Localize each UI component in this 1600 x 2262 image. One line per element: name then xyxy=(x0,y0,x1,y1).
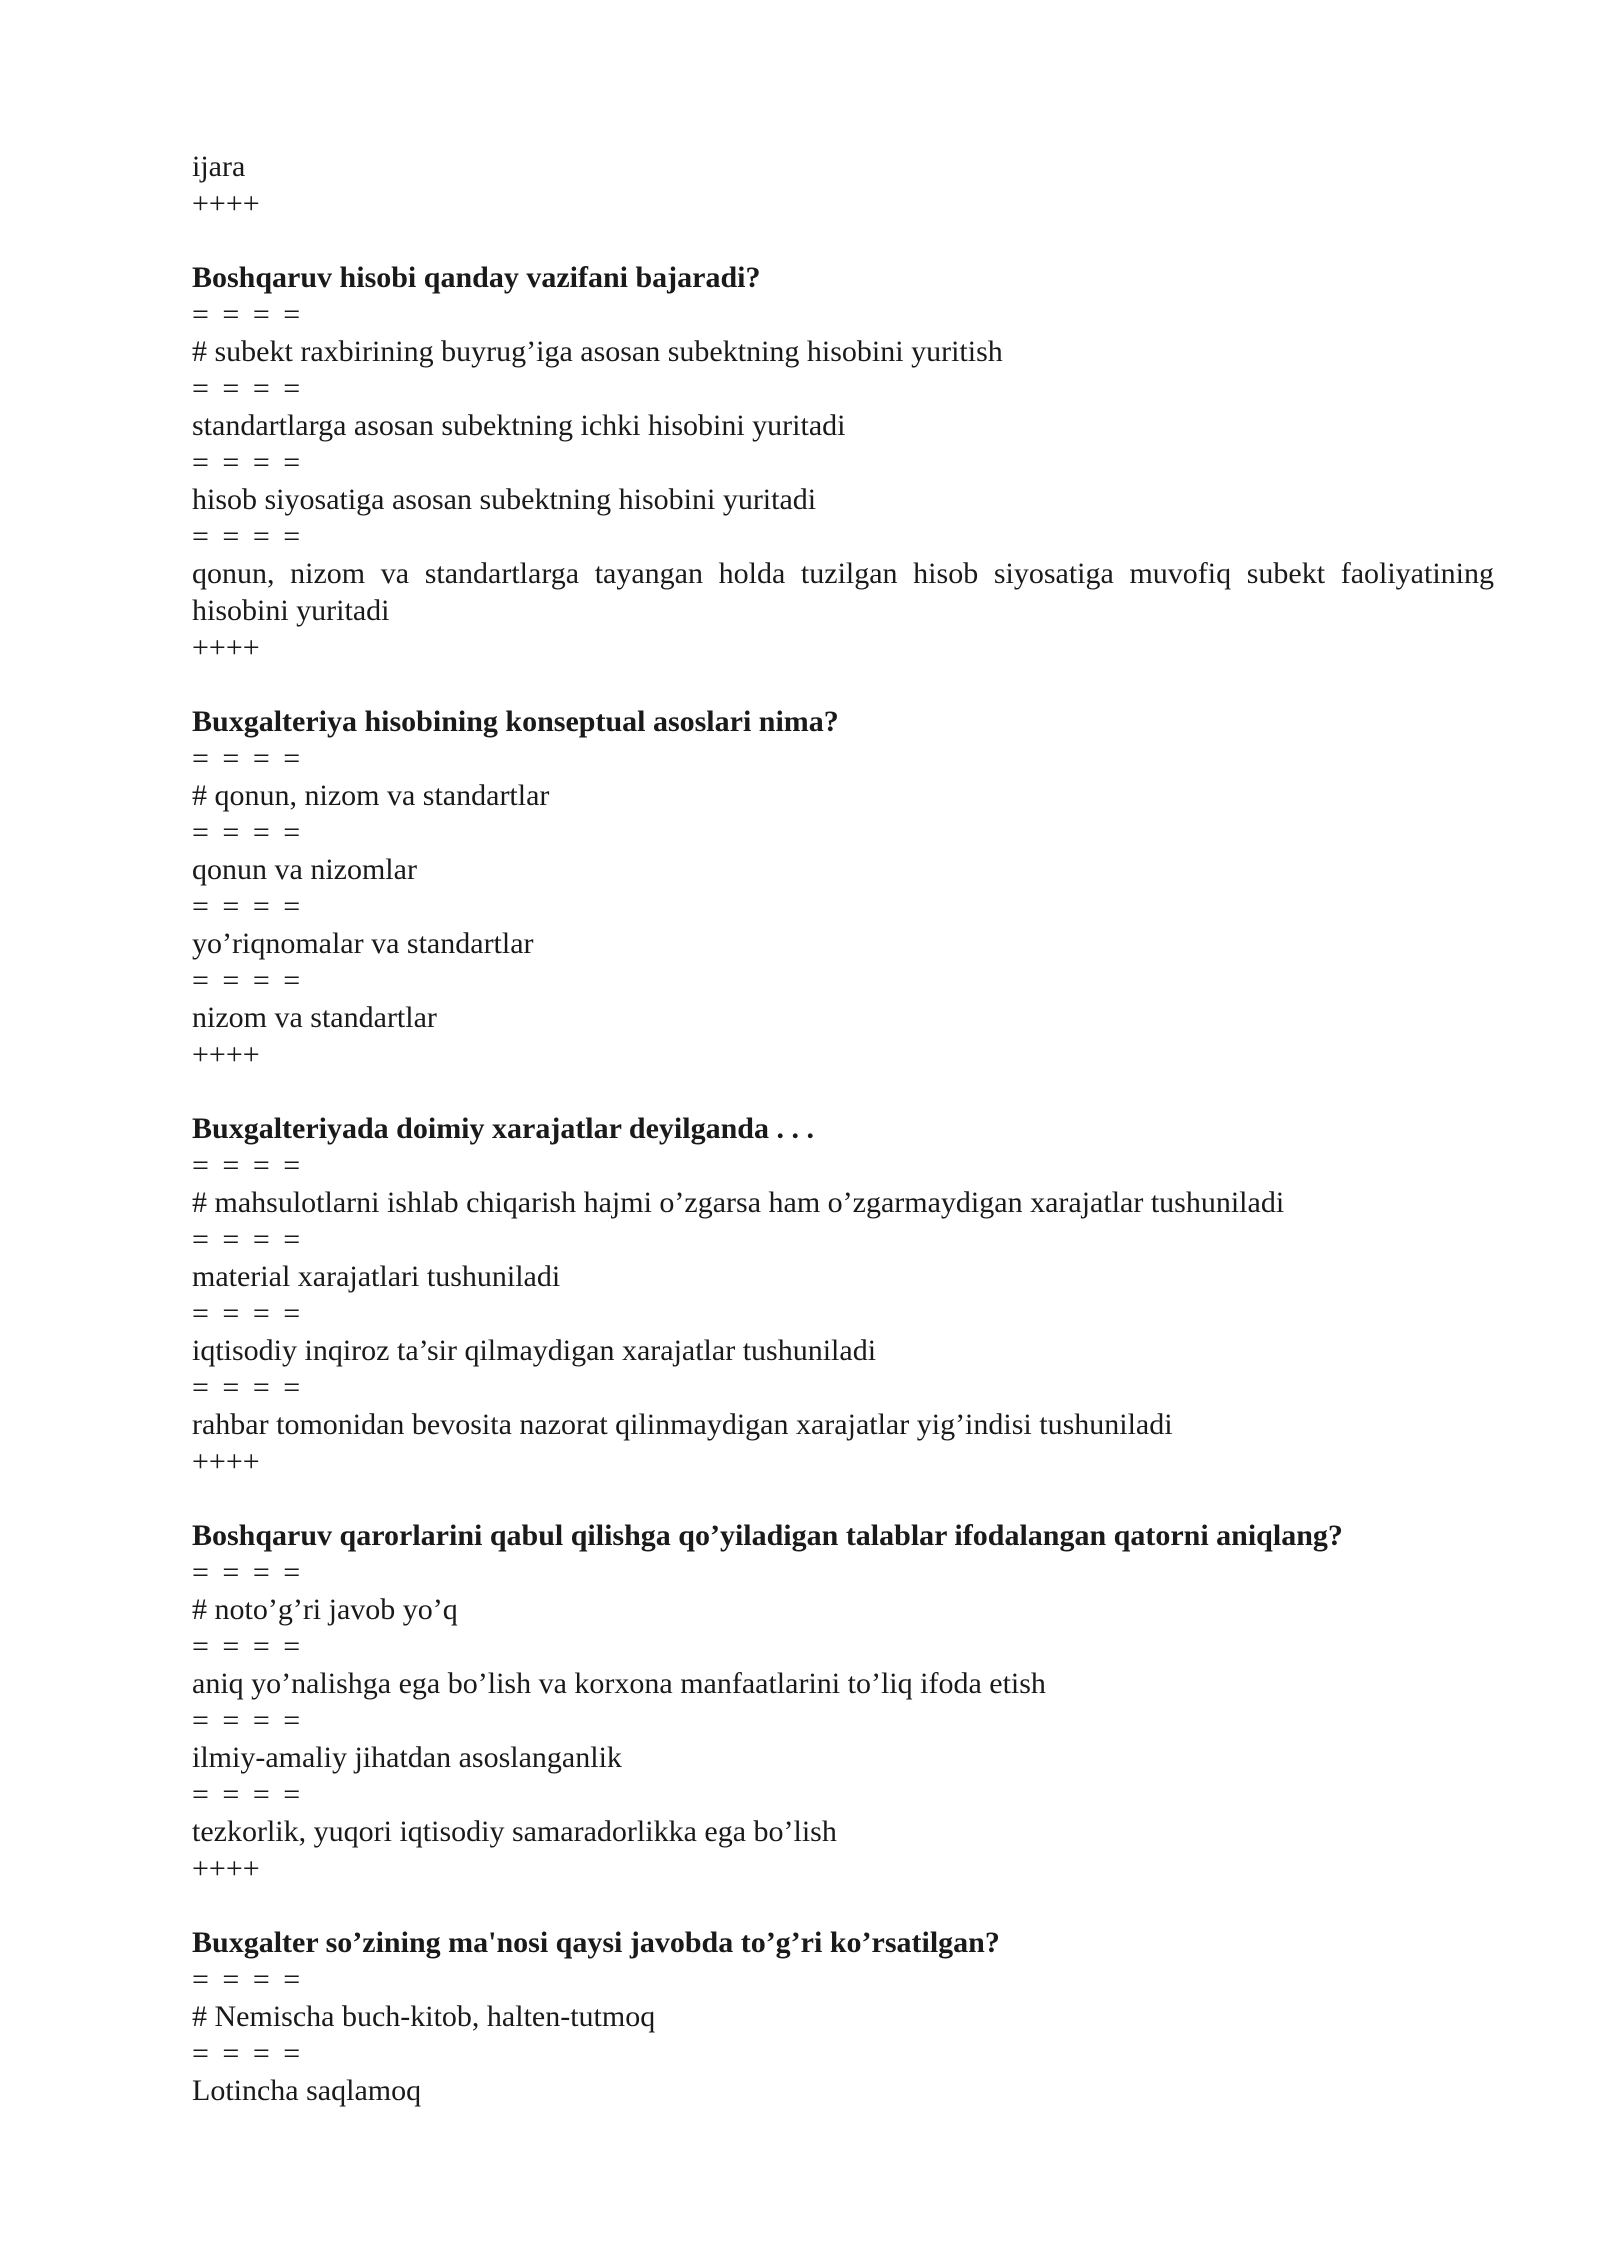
answer-option: # mahsulotlarni ishlab chiqarish hajmi o’zgarsa ham o’zgarmaydigan xarajatlar tushuniladi xyxy=(192,1186,1285,1219)
separator: = = = = xyxy=(192,1223,304,1256)
separator: = = = = xyxy=(192,2037,304,2070)
document-page xyxy=(192,148,1494,2109)
separator: = = = = xyxy=(192,1963,304,1996)
question-text: Buxgalteriyada doimiy xarajatlar deyilganda . . . xyxy=(192,1112,814,1145)
end-marker: ++++ xyxy=(192,1852,260,1885)
question-text: Buxgalteriya hisobining konseptual asoslari nima? xyxy=(192,705,839,738)
answer-option: # Nemischa buch-kitob, halten-tutmoq xyxy=(192,2000,656,2033)
answer-option: iqtisodiy inqiroz ta’sir qilmaydigan xarajatlar tushuniladi xyxy=(192,1334,877,1367)
answer-option: material xarajatlari tushuniladi xyxy=(192,1260,561,1293)
question-block xyxy=(192,1517,1494,1887)
question-text: Buxgalter so’zining ma'nosi qaysi javobda to’g’ri ko’rsatilgan? xyxy=(192,1926,1000,1959)
separator: = = = = xyxy=(192,1149,304,1182)
separator: = = = = xyxy=(192,1556,304,1589)
question-text: Boshqaruv qarorlarini qabul qilishga qo’yiladigan talablar ifodalangan qatorni aniqlang? xyxy=(192,1519,1343,1552)
end-marker: ++++ xyxy=(192,1038,260,1071)
answer-option: qonun va nizomlar xyxy=(192,853,417,886)
intro-answer: ijara xyxy=(192,150,246,183)
separator: = = = = xyxy=(192,816,304,849)
answer-option: # noto’g’ri javob yo’q xyxy=(192,1593,458,1626)
separator: = = = = xyxy=(192,742,304,775)
question-text: Boshqaruv hisobi qanday vazifani bajaradi? xyxy=(192,261,761,294)
answer-option: tezkorlik, yuqori iqtisodiy samaradorlikka ega bo’lish xyxy=(192,1815,837,1848)
answer-option: qonun, nizom va standartlarga tayangan holda tuzilgan hisob siyosatiga muvofiq subekt faoliyatining hisobini yuritadi xyxy=(192,557,1494,627)
end-marker: ++++ xyxy=(192,187,260,220)
answer-option: # subekt raxbirining buyrug’iga asosan subektning hisobini yuritish xyxy=(192,335,1003,368)
separator: = = = = xyxy=(192,1778,304,1811)
separator: = = = = xyxy=(192,1630,304,1663)
separator: = = = = xyxy=(192,964,304,997)
answer-option: # qonun, nizom va standartlar xyxy=(192,779,550,812)
answer-option: aniq yo’nalishga ega bo’lish va korxona manfaatlarini to’liq ifoda etish xyxy=(192,1667,1046,1700)
question-block xyxy=(192,259,1494,666)
question-block xyxy=(192,1110,1494,1480)
separator: = = = = xyxy=(192,298,304,331)
separator: = = = = xyxy=(192,890,304,923)
answer-option: Lotincha saqlamoq xyxy=(192,2074,422,2107)
separator: = = = = xyxy=(192,1704,304,1737)
separator: = = = = xyxy=(192,372,304,405)
separator: = = = = xyxy=(192,1297,304,1330)
end-marker: ++++ xyxy=(192,1445,260,1478)
answer-option: standartlarga asosan subektning ichki hisobini yuritadi xyxy=(192,409,846,442)
answer-option: yo’riqnomalar va standartlar xyxy=(192,927,534,960)
separator: = = = = xyxy=(192,520,304,553)
question-block xyxy=(192,1924,1494,2109)
separator: = = = = xyxy=(192,1371,304,1404)
separator: = = = = xyxy=(192,446,304,479)
answer-option: ilmiy-amaliy jihatdan asoslanganlik xyxy=(192,1741,622,1774)
answer-option: rahbar tomonidan bevosita nazorat qilinmaydigan xarajatlar yig’indisi tushuniladi xyxy=(192,1408,1173,1441)
answer-option: hisob siyosatiga asosan subektning hisobini yuritadi xyxy=(192,483,817,516)
end-marker: ++++ xyxy=(192,631,260,664)
question-block xyxy=(192,703,1494,1073)
answer-option: nizom va standartlar xyxy=(192,1001,437,1034)
